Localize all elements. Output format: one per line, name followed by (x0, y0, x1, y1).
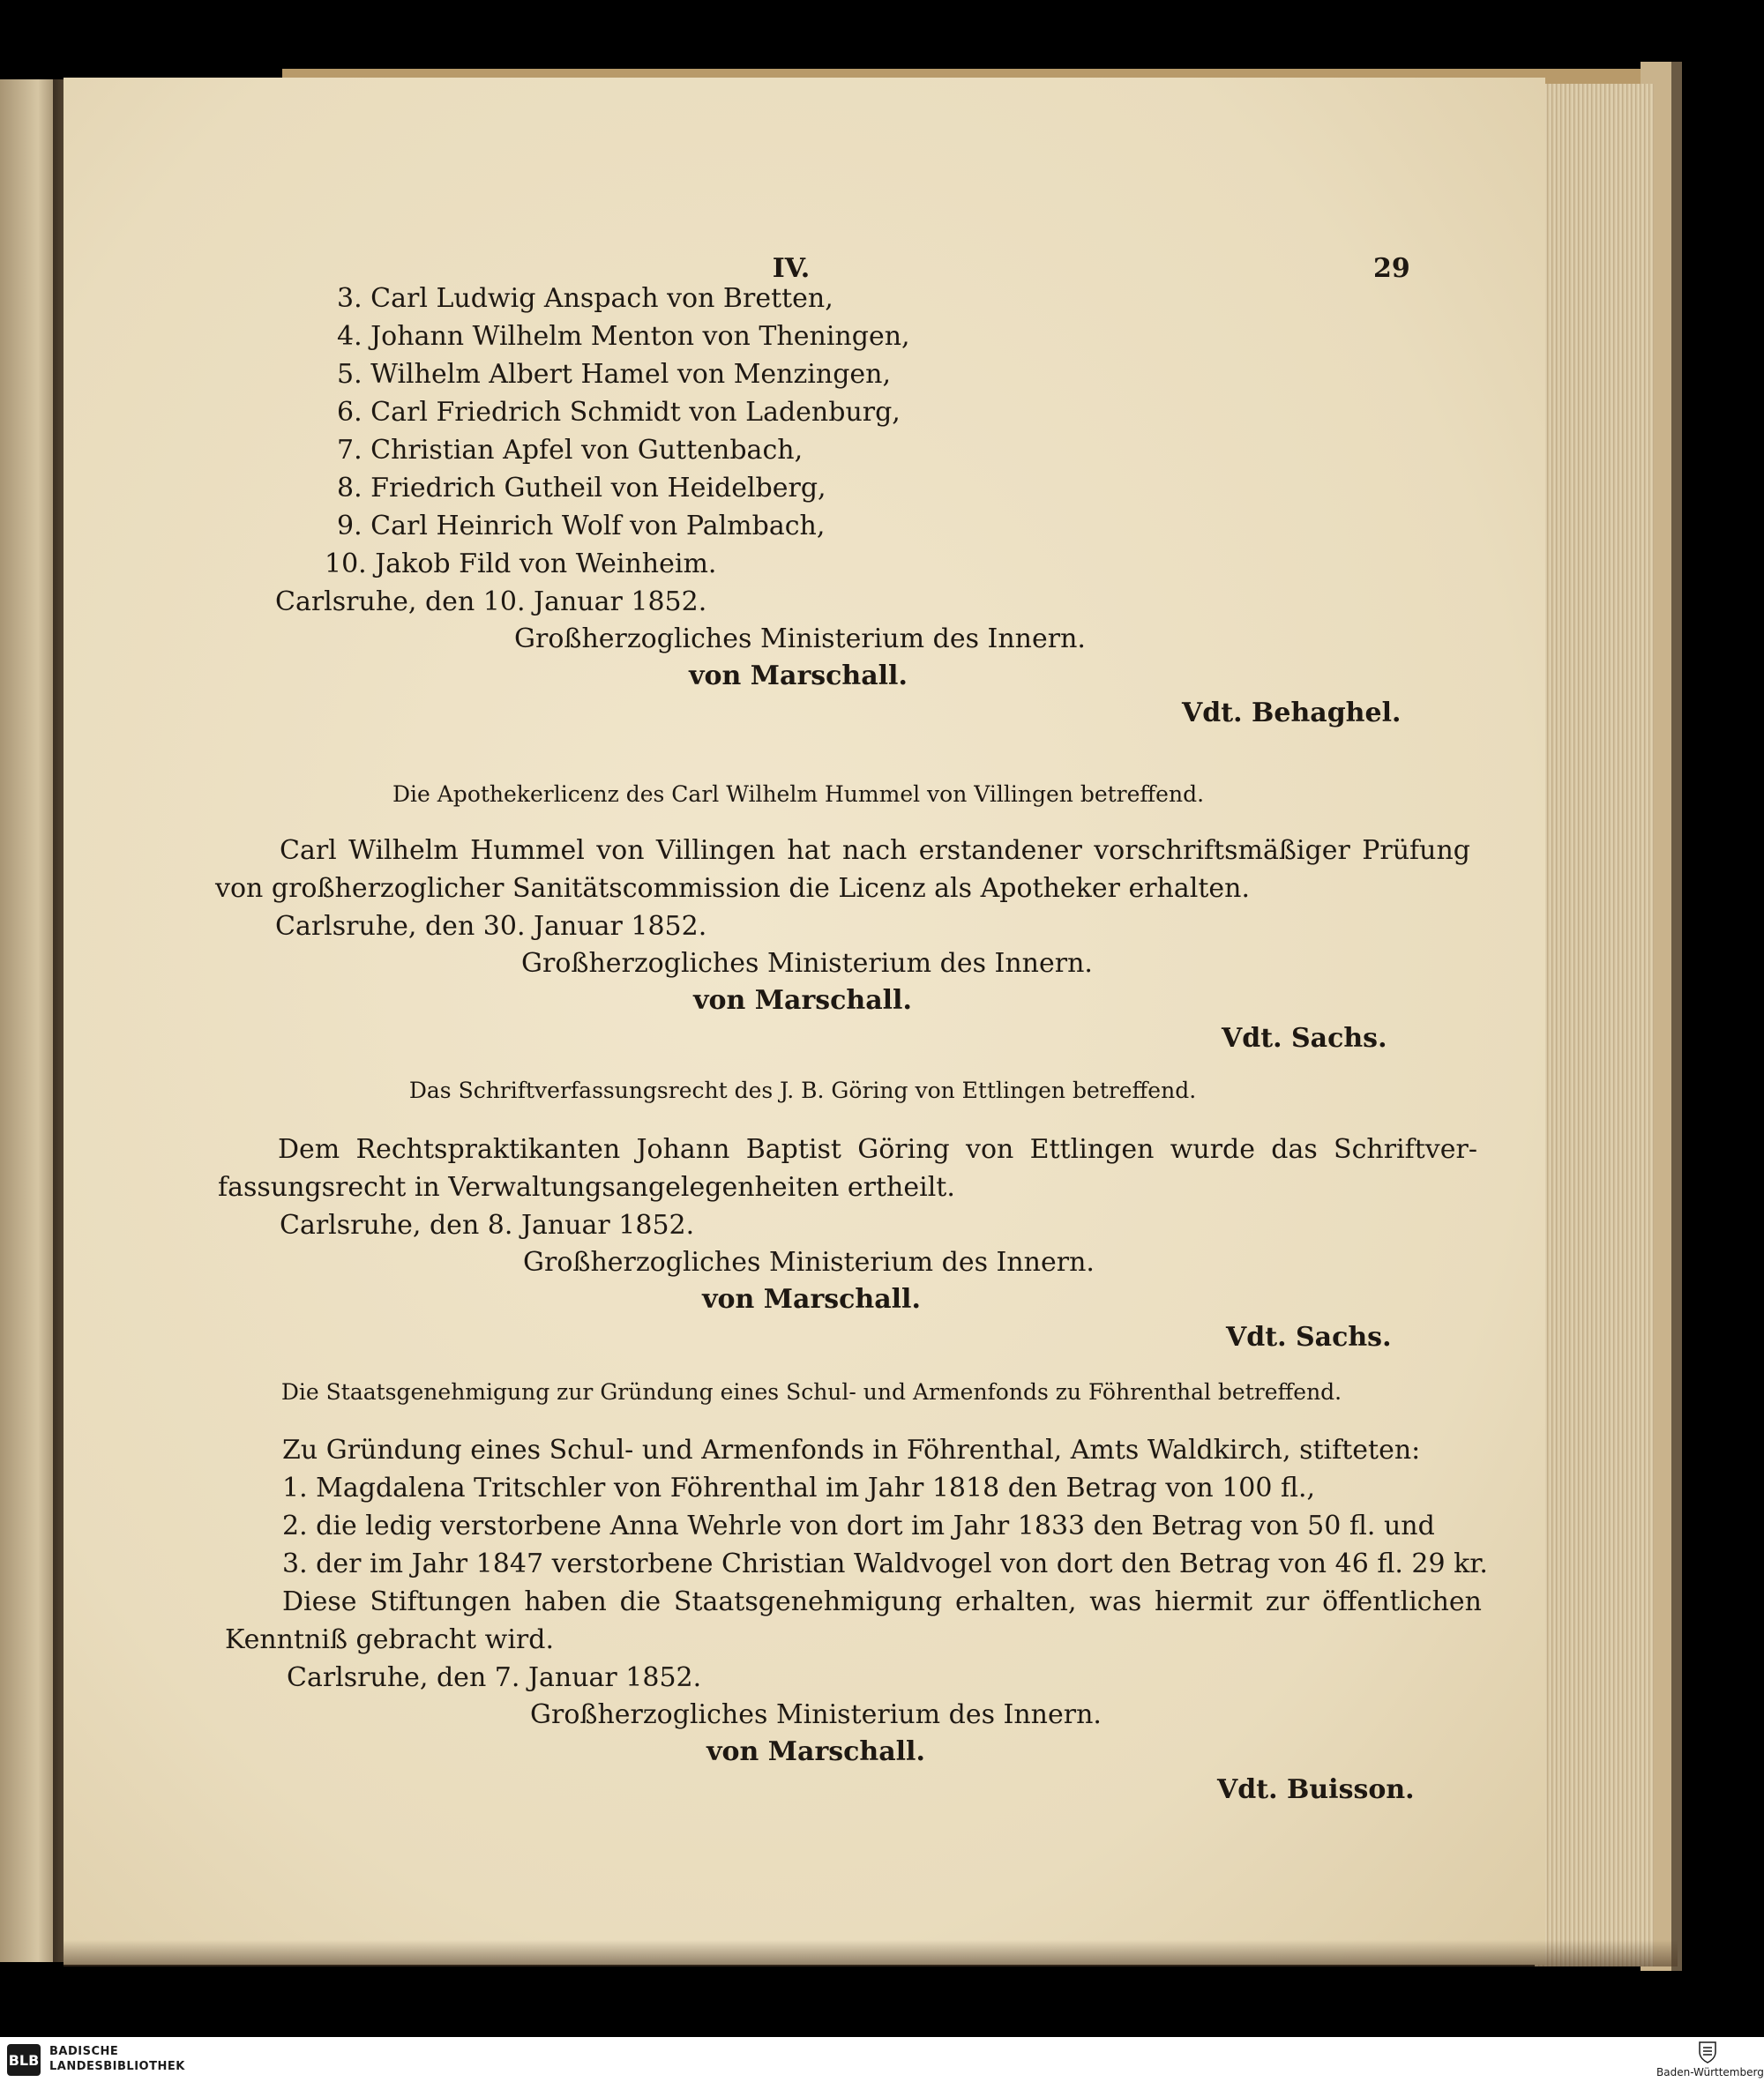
signer: von Marschall. (706, 1736, 925, 1767)
ministry-line: Großherzogliches Ministerium des Innern. (523, 1247, 1095, 1278)
notice-heading: Das Schriftverfassungsrecht des J. B. Göring von Ettlingen betreffend. (408, 1078, 1197, 1103)
notice-text-line: fassungsrecht in Verwaltungsangelegenheiten ertheilt. (218, 1172, 955, 1203)
ministry-line: Großherzogliches Ministerium des Innern. (530, 1699, 1102, 1730)
notice-text-line: von großherzoglicher Sanitätscommission die Licenz als Apotheker erhalten. (215, 873, 1251, 904)
notice-text-line: 3. der im Jahr 1847 verstorbene Christian Waldvogel von dort den Betrag von 46 fl. 29 kr. (282, 1548, 1488, 1579)
ministry-line: Großherzogliches Ministerium des Innern. (521, 948, 1093, 979)
notice-text-line: 1. Magdalena Tritschler von Föhrenthal im Jahr 1818 den Betrag von 100 fl., (282, 1473, 1316, 1504)
signer: von Marschall. (693, 985, 912, 1016)
notice-heading: Die Staatsgenehmigung zur Gründung eines Schul- und Armenfonds zu Föhrenthal betreffend. (280, 1379, 1342, 1405)
blb-logo[interactable]: BLB (7, 2044, 41, 2076)
notice-heading: Die Apothekerlicenz des Carl Wilhelm Hummel von Villingen betreffend. (392, 781, 1205, 807)
page-stack-edges (1535, 84, 1654, 1966)
list-item: 6. Carl Friedrich Schmidt von Ladenburg, (337, 397, 901, 428)
list-item: 5. Wilhelm Albert Hamel von Menzingen, (337, 359, 892, 390)
notice-text-line: Zu Gründung eines Schul- und Armenfonds in Föhrenthal, Amts Waldkirch, stifteten: (282, 1435, 1421, 1466)
place-date: Carlsruhe, den 8. Januar 1852. (280, 1210, 695, 1241)
list-item: 9. Carl Heinrich Wolf von Palmbach, (337, 511, 826, 541)
page-bottom-shadow (64, 1940, 1678, 1966)
place-date: Carlsruhe, den 30. Januar 1852. (275, 911, 707, 942)
list-item: 3. Carl Ludwig Anspach von Bretten, (337, 283, 833, 314)
list-item: 7. Christian Apfel von Guttenbach, (337, 435, 804, 466)
library-footer (0, 2037, 1764, 2082)
section-heading: IV. (772, 253, 811, 284)
list-item: 10. Jakob Fild von Weinheim. (325, 548, 717, 579)
notice-text-line: Kenntniß gebracht wird. (225, 1624, 555, 1655)
page-number: 29 (1373, 253, 1410, 284)
place-date: Carlsruhe, den 7. Januar 1852. (287, 1662, 702, 1693)
place-date: Carlsruhe, den 10. Januar 1852. (275, 586, 707, 617)
vdt-line: Vdt. Buisson. (1217, 1774, 1415, 1805)
coat-of-arms-icon (1698, 2041, 1717, 2063)
state-label: Baden-Württemberg (1656, 2066, 1764, 2078)
vdt-line: Vdt. Sachs. (1222, 1023, 1387, 1054)
notice-text-line: Diese Stiftungen haben die Staatsgenehmigung erhalten, was hiermit zur öffentlichen (282, 1586, 1482, 1617)
notice-text-line: 2. die ledig verstorbene Anna Wehrle von dort im Jahr 1833 den Betrag von 50 fl. und (282, 1511, 1435, 1541)
institution-line2: LANDESBIBLIOTHEK (49, 2060, 185, 2073)
vdt-line: Vdt. Behaghel. (1182, 698, 1401, 728)
list-item: 8. Friedrich Gutheil von Heidelberg, (337, 473, 826, 504)
document-page (64, 78, 1545, 1965)
signer: von Marschall. (689, 660, 908, 691)
signer: von Marschall. (702, 1284, 921, 1315)
ministry-line: Großherzogliches Ministerium des Innern. (514, 623, 1086, 654)
book-cover-shadow (1671, 62, 1682, 1971)
institution-line1: BADISCHE (49, 2045, 119, 2058)
notice-text-line: Dem Rechtspraktikanten Johann Baptist Göring von Ettlingen wurde das Schriftver- (278, 1134, 1477, 1165)
notice-text-line: Carl Wilhelm Hummel von Villingen hat nach erstandener vorschriftsmäßiger Prüfung (280, 835, 1470, 866)
vdt-line: Vdt. Sachs. (1226, 1322, 1392, 1353)
list-item: 4. Johann Wilhelm Menton von Theningen, (337, 321, 910, 352)
